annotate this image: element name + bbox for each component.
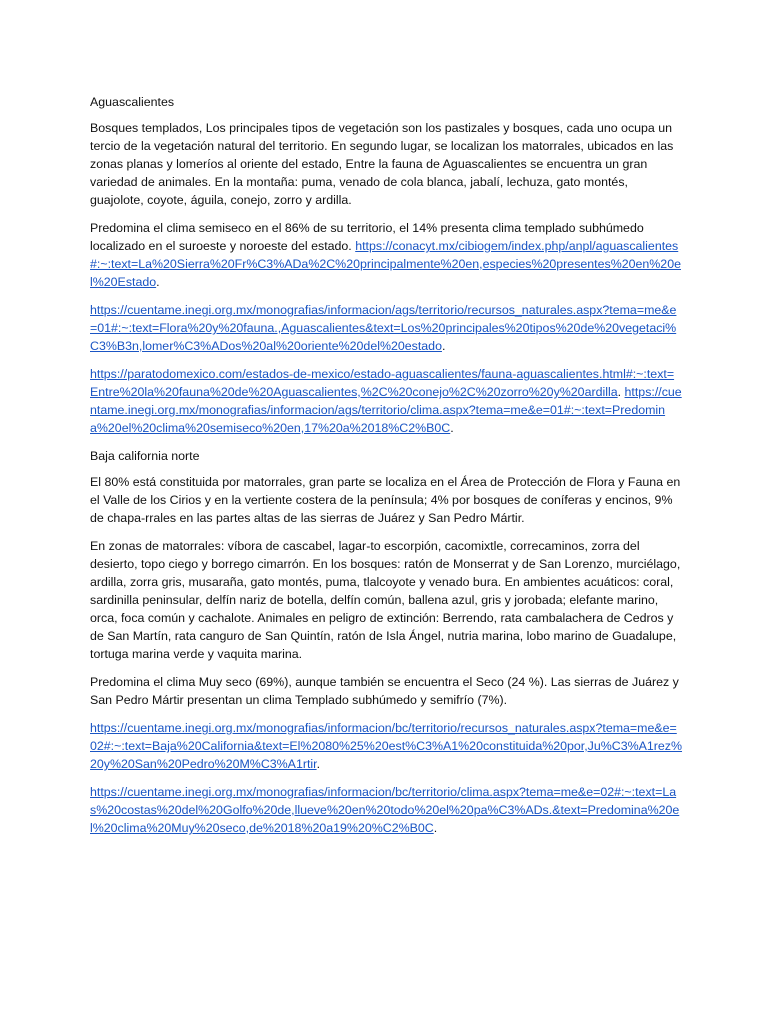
paragraph-links-fauna-clima-ags: https://paratodomexico.com/estados-de-mexico/estado-aguascalientes/fauna-aguascalientes.html#:~:text=Entre%20la%20fauna%20de%20Aguascalientes,%2C%20conejo%2C%20zorro%20y%20ardilla. https://cuentame.inegi.org.mx/monografias/informacion/ags/territorio/clima.aspx?tema=me&e=01#:~:text=Predomina%20el%20clima%20semiseco%20en,17%20a%2018%C2%B0C.	[90, 367, 682, 435]
paragraph-link-inegi-recursos-bc: https://cuentame.inegi.org.mx/monografias/informacion/bc/territorio/recursos_naturales.aspx?tema=me&e=02#:~:text=Baja%20California&text=El%2080%25%20est%C3%A1%20constituida%20por,Ju%C3%A1rez%20y%20San%20Pedro%20M%C3%A1rtir.	[90, 721, 683, 771]
reference-link-inegi-recursos-ags[interactable]: https://cuentame.inegi.org.mx/monografias/informacion/ags/territorio/recursos_naturales.aspx?tema=me&e=01#:~:text=Flora%20y%20fauna.,Aguascalientes&text=Los%20principales%20tipos%20de%20vegetaci%C3%B3n,lomer%C3%ADos%20al%20oriente%20del%20estado	[90, 303, 677, 353]
paragraph-link-inegi-recursos-ags: https://cuentame.inegi.org.mx/monografias/informacion/ags/territorio/recursos_naturales.aspx?tema=me&e=01#:~:text=Flora%20y%20fauna.,Aguascalientes&text=Los%20principales%20tipos%20de%20vegetaci%C3%B3n,lomer%C3%ADos%20al%20oriente%20del%20estado.	[90, 303, 677, 353]
paragraph-fauna-bc: En zonas de matorrales: víbora de cascabel, lagar-to escorpión, cacomixtle, correcaminos, zorra del desierto, topo ciego y borrego cimarrón. En los bosques: ratón de Monserrat y de San Lorenzo, murciélago, ardilla, zorra gris, musaraña, gato montés, puma, tlalcoyote y venado bura. En ambientes acuáticos: coral, sardinilla peninsular, delfín nariz de botella, delfín común, ballena azul, gris y jorobada; elefante marino, orca, foca común y cachalote. Animales en peligro de extinción: Berrendo, rata cambalachera de Cedros y de San Martín, rata canguro de San Quintín, ratón de Isla Ángel, nutria marina, lobo marino de Guadalupe, tortuga marina verde y vaquita marina.	[90, 539, 681, 661]
reference-link-paratodomexico[interactable]: https://paratodomexico.com/estados-de-mexico/estado-aguascalientes/fauna-aguascalientes.html#:~:text=Entre%20la%20fauna%20de%20Aguascalientes,%2C%20conejo%2C%20zorro%20y%20ardilla	[90, 367, 675, 399]
reference-link-conacyt[interactable]: https://conacyt.mx/cibiogem/index.php/anpl/aguascalientes#:~:text=La%20Sierra%20Fr%C3%ADa%2C%20principalmente%20en,especies%20presentes%20en%20el%20Estado	[90, 239, 681, 289]
climate-text: Predomina el clima semiseco en el 86% de su territorio, el 14% presenta clima templado subhúmedo localizado en el suroeste y noroeste del estado.	[90, 221, 644, 253]
section-heading-aguascalientes: Aguascalientes	[90, 95, 175, 109]
paragraph-matorrales: El 80% está constituida por matorrales, gran parte se localiza en el Área de Protección de Flora y Fauna en el Valle de los Cirios y en la vertiente costera de la península; 4% por bosques de coníferas y encinos, 9% de chapa-rrales en las partes altas de las sierras de Juárez y San Pedro Mártir.	[90, 475, 681, 525]
paragraph-climate-with-link: Predomina el clima semiseco en el 86% de su territorio, el 14% presenta clima templado subhúmedo localizado en el suroeste y noroeste del estado. https://conacyt.mx/cibiogem/index.php/anpl/aguascalientes#:~:text=La%20Sierra%20Fr%C3%ADa%2C%20principalmente%20en,especies%20presentes%20en%20el%20Estado.	[90, 221, 681, 289]
reference-link-inegi-clima-bc[interactable]: https://cuentame.inegi.org.mx/monografias/informacion/bc/territorio/clima.aspx?tema=me&e=02#:~:text=Las%20costas%20del%20Golfo%20de,llueve%20en%20todo%20el%20pa%C3%ADs.&text=Predomina%20el%20clima%20Muy%20seco,de%2018%20a19%20%C2%B0C	[90, 785, 680, 835]
paragraph-link-inegi-clima-bc: https://cuentame.inegi.org.mx/monografias/informacion/bc/territorio/clima.aspx?tema=me&e=02#:~:text=Las%20costas%20del%20Golfo%20de,llueve%20en%20todo%20el%20pa%C3%ADs.&text=Predomina%20el%20clima%20Muy%20seco,de%2018%20a19%20%C2%B0C.	[90, 785, 680, 835]
reference-link-inegi-recursos-bc[interactable]: https://cuentame.inegi.org.mx/monografias/informacion/bc/territorio/recursos_naturales.aspx?tema=me&e=02#:~:text=Baja%20California&text=El%2080%25%20est%C3%A1%20constituida%20por,Ju%C3%A1rez%20y%20San%20Pedro%20M%C3%A1rtir	[90, 721, 683, 771]
paragraph-vegetation-fauna: Bosques templados, Los principales tipos de vegetación son los pastizales y bosques, cada uno ocupa un tercio de la vegetación natural del territorio. En segundo lugar, se localizan los matorrales, ubicados en las zonas planas y lomeríos al oriente del estado, Entre la fauna de Aguascalientes se encuentra un gran variedad de animales. En la montaña: puma, venado de cola blanca, jabalí, lechuza, gato montés, guajolote, coyote, águila, conejo, zorro y ardilla.	[90, 121, 674, 207]
reference-link-inegi-clima-ags[interactable]: https://cuentame.inegi.org.mx/monografias/informacion/ags/territorio/clima.aspx?tema=me&e=01#:~:text=Predomina%20el%20clima%20semiseco%20en,17%20a%2018%C2%B0C	[90, 385, 682, 435]
section-heading-baja-california: Baja california norte	[90, 449, 200, 463]
paragraph-clima-bc: Predomina el clima Muy seco (69%), aunque también se encuentra el Seco (24 %). Las sierras de Juárez y San Pedro Mártir presentan un clima Templado subhúmedo y semifrío (7%).	[90, 675, 679, 707]
